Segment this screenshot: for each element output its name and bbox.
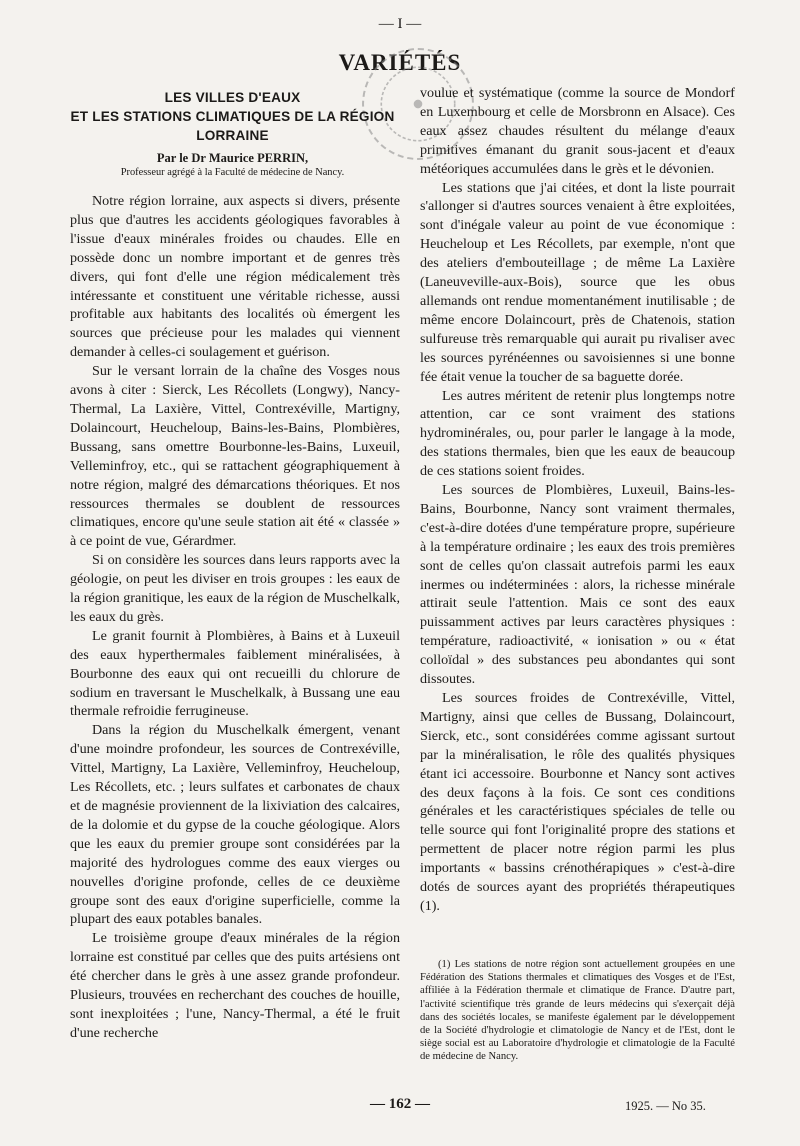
footnote <box>420 958 735 1064</box>
paragraph: Notre région lorraine, aux aspects si divers, présente plus que d'autres les accidents géologiques favorables à l'issue d'eaux minérales froides ou chaudes. Elle en possède donc un nombre important et de genres très divers, qui font d'elle une région médicalement très intéressante et constituent une véritable richesse, aussi profitable aux habitants des localités où émergent les sources que précieuse pour les malades qui viennent demander à celles-ci soulagement et guérison. <box>70 193 400 361</box>
article-title-line: LORRAINE <box>196 128 269 143</box>
paragraph: Les sources froides de Contrexéville, Vittel, Martigny, ainsi que celles de Bussang, Dolaincourt, Sierck, etc., sont considérées comme agissant surtout par la minéralisation, le rôle des qualités physiques étant ici accessoire. Bourbonne et Nancy sont actives des deux façons à la fois. Ce sont ces conditions générales et les caractéristiques spéciales de telle ou telle source qui font l'originalité propre des stations et permettent de placer notre région parmi les plus importants « bassins crénothérapiques » c'est-à-dire dotés de sources ayant des propriétés thérapeutiques (1). <box>420 690 735 914</box>
paragraph: Si on considère les sources dans leurs rapports avec la géologie, on peut les diviser en trois groupes : les eaux de la région granitique, les eaux de la région de Muschelkalk, les eaux du grès. <box>70 552 400 625</box>
section-rubric: VARIÉTÉS <box>338 50 462 75</box>
issue-number: 1925. — No 35. <box>625 1099 706 1113</box>
paragraph: Sur le versant lorrain de la chaîne des Vosges nous avons à citer : Sierck, Les Récollets (Longwy), Nancy-Thermal, La Laxière, Vittel, Contrexéville, Martigny, Dolaincourt, Heucheloup, Bains-les-Bains, Plombières, Bussang, sans omettre Bourbonne-les-Bains, Luxeuil, Velleminfroy, etc., qui se rattachent géographiquement à notre région, malgré des démarcations théoriques. Et nos ressources thermales se doublent de ressources climatiques, encore qu'une seule station ait été « classée » à ce point de vue, Gérardmer. <box>70 363 400 550</box>
paragraph: Dans la région du Muschelkalk émergent, venant d'une moindre profondeur, les sources de Contrexéville, Vittel, Martigny, La Laxière, Velleminfroy, Heucheloup, Les Récollets, etc. ; leurs sulfates et carbonates de chaux et de magnésie proviennent de la lixiviation des calcaires, de la dolomie et du gypse de la couche géologique. Alors que les eaux du premier groupe sont considérées par la majorité des hydrologues comme des eaux vierges ou nouvelles d'origine profonde, celles de ce deuxième groupe sont des eaux d'origine superficielle, comme la plupart des eaux potables banales. <box>70 722 400 928</box>
paragraph: Les autres méritent de retenir plus longtemps notre attention, car ce sont vraiment des stations hydrominérales, ou, pour parler le langage à la mode, des stations thermales, bien que les eaux de beaucoup de ces stations soient froides. <box>420 387 735 480</box>
paragraph: Le troisième groupe d'eaux minérales de la région lorraine est constitué par celles que des puits artésiens ont été chercher dans le grès à une assez grande profondeur. Plusieurs, trouvées en recherchant des couches de houille, sont inexploitées ; l'une, Nancy-Thermal, a été le fruit d'une recherche <box>70 930 400 1041</box>
page-folio: — 162 — <box>370 1096 430 1112</box>
footnote-text: (1) Les stations de notre région sont actuellement groupées en une Fédération des Stations thermales et climatiques des Vosges et de l'Est, affiliée à la Fédération thermale et climatique de France. D'autre part, l'activité scientifique très grande de leurs médecins qui s'exerçait déjà dans des sociétés locales, se manifeste également par le développement de la Société d'hydrologie et climatologie de Nancy et de l'Est, dont le siège social est au Laboratoire d'hydrologie et climatologie de la Faculté de médecine de Nancy. <box>420 959 735 1063</box>
article-byline: Par le Dr Maurice PERRIN, <box>156 151 309 165</box>
paragraph-continuation: voulue et systématique (comme la source de Mondorf en Luxembourg et celle de Morsbronn en Alsace). Ces eaux assez chaudes résultent du mélange d'eaux primitives émanant du granit sous-jacent et d'eaux météoriques accumulées dans le grès et le dévonien. <box>420 85 735 177</box>
article-title-line: ET LES STATIONS CLIMATIQUES DE LA RÉGION <box>70 109 395 124</box>
paragraph: Les sources de Plombières, Luxeuil, Bains-les-Bains, Bourbonne, Nancy sont vraiment thermales, c'est-à-dire dotées d'une température propre, supérieure à la température ordinaire ; les eaux des trois premières sont de celles qu'on classait autrefois parmi les eaux inermes ou indéterminées : alors, la richesse minérale attirait seule l'attention. Mais ce sont des eaux puissamment actives par leurs caractères physiques : température, radioactivité, « ionisation » ou « état colloïdal » des substances peu abondantes qui sont dissoutes. <box>420 482 735 688</box>
article-title-line: LES VILLES D'EAUX <box>164 90 301 105</box>
author-affiliation: Professeur agrégé à la Faculté de médecine de Nancy. <box>120 167 345 178</box>
page-number: — I — <box>378 16 422 32</box>
right-column <box>420 84 735 916</box>
paragraph: Les stations que j'ai citées, et dont la liste pourrait s'allonger si d'autres sources venaient à être exploitées, sont d'inégale valeur au point de vue économique : Heucheloup et Les Récollets, par exemple, n'ont que des ateliers d'embouteillage ; de même La Laxière (Laneuveville-aux-Bois), source que les obus allemands ont rendue momentanément inutilisable ; de même encore Dolaincourt, près de Chatenois, station sulfureuse très remarquable qui aurait pu rivaliser avec les sources pyrénéennes ou savoisiennes si une bonne fée était venue la toucher de sa baguette dorée. <box>420 179 735 385</box>
paragraph: Le granit fournit à Plombières, à Bains et à Luxeuil des eaux hyperthermales faiblement minéralisées, à Bourbonne des eaux qui ont recueilli du chlorure de sodium en traversant le Muschelkalk, à Bussang une eau thermale refroidie ferrugineuse. <box>70 627 400 720</box>
left-column <box>70 192 400 1043</box>
article-header <box>60 88 405 179</box>
